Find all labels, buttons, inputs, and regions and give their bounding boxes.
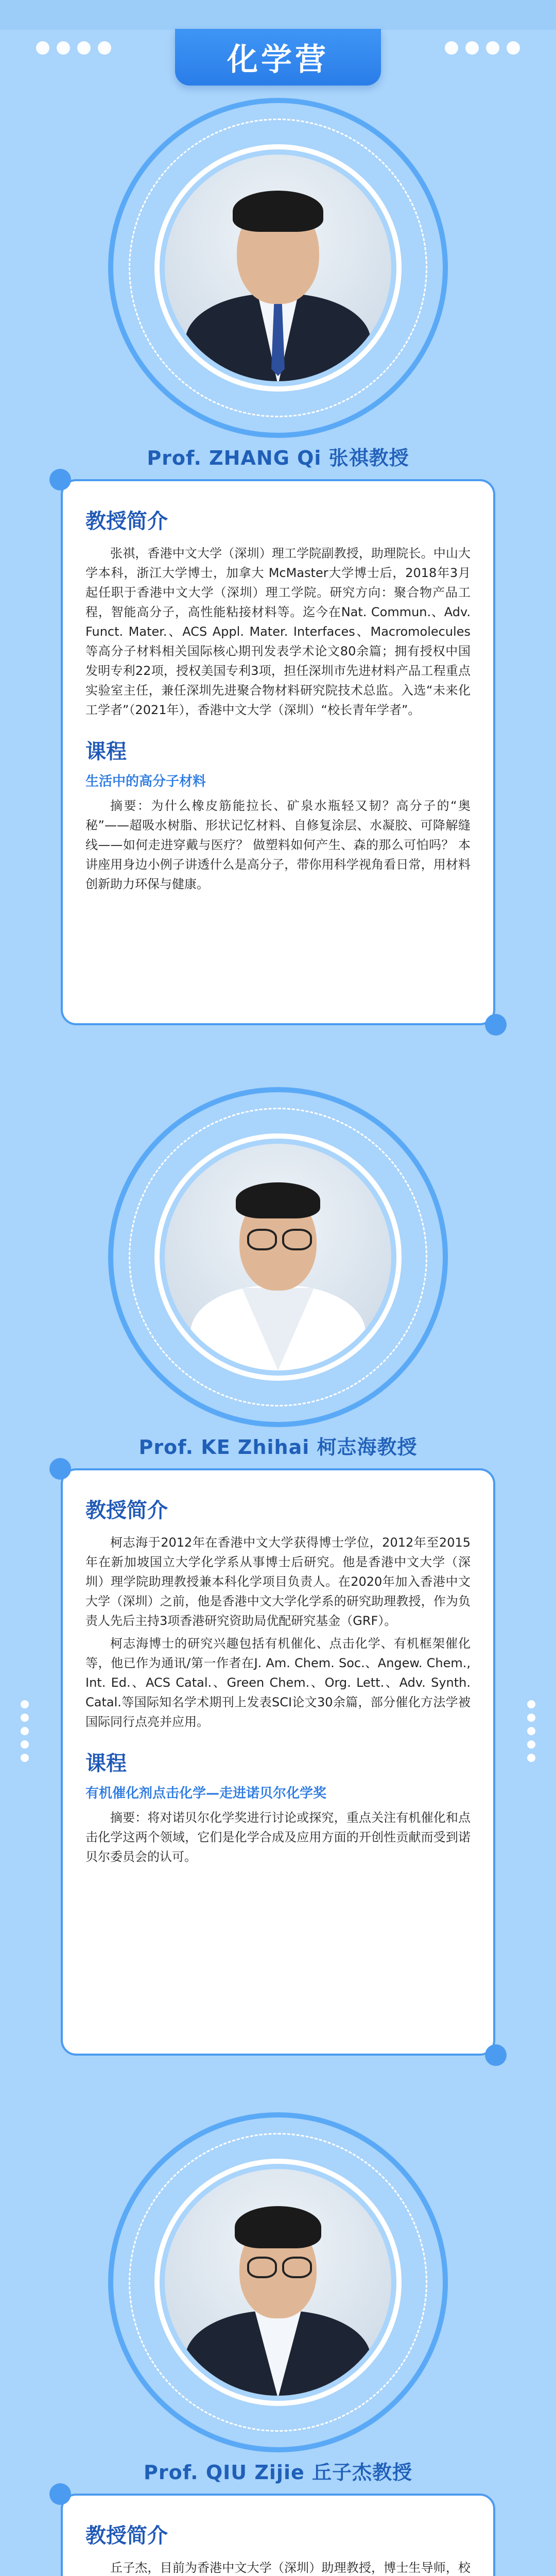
intro-title: 教授简介 xyxy=(85,510,168,533)
professor-name: Prof. KE Zhihai 柯志海教授 xyxy=(138,1436,418,1459)
course-subtitle: 有机催化剂点击化学—走进诺贝尔化学奖 xyxy=(85,1786,327,1801)
intro-paragraph: 柯志海博士的研究兴趣包括有机催化、点击化学、有机框架催化等，他已作为通讯/第一作者在J. Am. Chem. Soc.、Angew. Chem., Int. Ed.、ACS Catal.、Green Chem.、Org. Lett.、Adv. Synth. Catal.等国际知名学术期刊上发表SCI论文30余篇，部分催化方法学被国际同行点亮并应用。 xyxy=(85,1636,471,1729)
intro-title: 教授简介 xyxy=(85,2524,168,2548)
course-title: 课程 xyxy=(85,740,127,764)
page-title: 化学营 xyxy=(227,42,329,78)
course-subtitle: 生活中的高分子材料 xyxy=(85,774,206,789)
intro-paragraph: 柯志海于2012年在香港中文大学获得博士学位，2012年至2015年在新加坡国立大学化学系从事博士后研究。他是香港中文大学（深圳）理学院助理教授兼本科化学项目负责人。在2020年加入香港中文大学（深圳）之前，他是香港中文大学化学系的研究助理教授，作为负责人先后主持3项香港研究资助局优配研究基金（GRF）。 xyxy=(85,1535,471,1628)
avatar xyxy=(165,2169,391,2396)
avatar xyxy=(165,1144,391,1370)
profile-card xyxy=(61,2494,495,2576)
card-corner-dot xyxy=(49,469,71,490)
intro-paragraph: 张祺，香港中文大学（深圳）理工学院副教授，助理院长。中山大学本科，浙江大学博士，加拿大 McMaster大学博士后，2018年3月起任职于香港中文大学（深圳）理工学院。研究方向：聚合物产品工程，智能高分子，高性能粘接材料等。迄今在Nat. Commun.、Adv. Funct. Mater.、ACS Appl. Mater. Interfaces、Macromolecules等高分子材料相关国际核心期刊发表学术论文80余篇；拥有授权中国发明专利22项，授权美国专利3项，担任深圳市先进材料产品工程重点实验室主任，兼任深圳先进聚合物材料研究院技术总监。入选“未来化工学者”（2021年），香港中文大学（深圳）“校长青年学者”。 xyxy=(85,546,471,717)
profile-card xyxy=(61,479,495,1025)
avatar xyxy=(165,155,391,381)
deco-side-dots xyxy=(21,1700,29,1762)
intro-paragraph: 丘子杰，目前为香港中文大学（深圳）助理教授，博士生导师，校 xyxy=(110,2561,471,2575)
card-corner-dot xyxy=(485,1014,507,1036)
course-paragraph: 摘要：将对诺贝尔化学奖进行讨论或探究，重点关注有机催化和点击化学这两个领域，它们是化学合成及应用方面的开创性贡献而受到诺贝尔委员会的认可。 xyxy=(85,1810,471,1864)
professor-name: Prof. ZHANG Qi 张祺教授 xyxy=(147,447,409,469)
intro-title: 教授简介 xyxy=(85,1499,168,1522)
top-strip xyxy=(0,0,556,30)
course-paragraph: 摘要：为什么橡皮筋能拉长、矿泉水瓶轻又韧？高分子的“奥秘”——超吸水树脂、形状记忆材料、自修复涂层、水凝胶、可降解缝线——如何走进穿戴与医疗？ 做塑料如何产生、森的那么可怕吗？ 本讲座用身边小例子讲透什么是高分子，带你用科学视角看日常，用材料创新助力环保与健康。 xyxy=(85,799,471,891)
profile-card xyxy=(61,1468,495,2056)
deco-side-dots xyxy=(527,1700,535,1762)
deco-dots-right xyxy=(445,41,520,55)
card-corner-dot xyxy=(49,2483,71,2505)
card-corner-dot xyxy=(49,1458,71,1480)
course-title: 课程 xyxy=(85,1752,127,1775)
card-corner-dot xyxy=(485,2044,507,2066)
deco-dots-left xyxy=(36,41,111,55)
professor-name: Prof. QIU Zijie 丘子杰教授 xyxy=(144,2461,412,2484)
header-banner xyxy=(175,29,381,86)
